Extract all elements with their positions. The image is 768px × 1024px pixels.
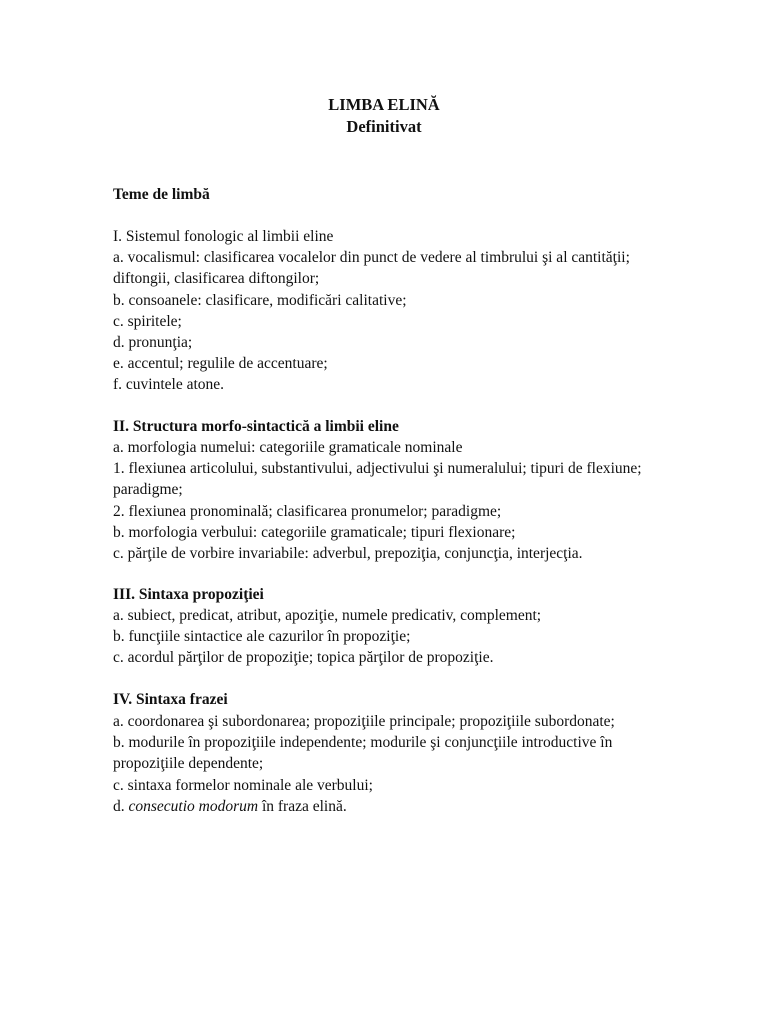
list-item: b. modurile în propoziţiile independente; modurile şi conjuncţiile introductive în propoziţiile dependente;: [113, 734, 613, 773]
list-item-prefix: d.: [113, 797, 125, 815]
section-4-heading: IV. Sintaxa frazei: [113, 691, 228, 708]
list-item: a. coordonarea şi subordonarea; propoziţiile principale; propoziţiile subordonate;: [113, 713, 615, 730]
list-item: 1. flexiunea articolului, substantivului, adjectivului şi numeralului; tipuri de flexiune; paradigme;: [113, 460, 642, 499]
section-4: [113, 711, 643, 817]
list-item: c. acordul părţilor de propoziţie; topica părţilor de propoziţie.: [113, 649, 494, 667]
list-item: a. morfologia numelui: categoriile gramaticale nominale: [113, 439, 463, 456]
list-item: c. spiritele;: [113, 312, 182, 330]
section-2: [113, 437, 643, 564]
list-item: c. sintaxa formelor nominale ale verbului;: [113, 776, 373, 794]
document-subtitle: Definitivat: [346, 117, 422, 136]
section-3: [113, 605, 643, 669]
list-item: a. vocalismul: clasificarea vocalelor din punct de vedere al timbrului şi al cantităţii; diftongii, clasificarea diftongilor;: [113, 249, 630, 288]
list-item-italic-term: consecutio modorum: [128, 797, 259, 815]
list-item: d. pronunţia;: [113, 334, 193, 352]
list-item: a. subiect, predicat, atribut, apoziţie, numele predicativ, complement;: [113, 607, 542, 624]
document-title: LIMBA ELINĂ: [328, 95, 440, 114]
topics-heading: Teme de limbă: [113, 186, 210, 203]
list-item: c. părţile de vorbire invariabile: adverbul, prepoziţia, conjuncţia, interjecţia.: [113, 545, 583, 563]
list-item: b. funcţiile sintactice ale cazurilor în propoziţie;: [113, 628, 411, 646]
list-item: b. consoanele: clasificare, modificări calitative;: [113, 291, 407, 309]
section-1: [113, 226, 643, 396]
list-item-suffix: în fraza elină.: [261, 797, 347, 815]
section-2-heading: II. Structura morfo-sintactică a limbii eline: [113, 418, 399, 435]
list-item: b. morfologia verbului: categoriile gramaticale; tipuri flexionare;: [113, 523, 516, 541]
section-1-heading: I. Sistemul fonologic al limbii eline: [113, 228, 334, 245]
list-item: 2. flexiunea pronominală; clasificarea pronumelor; paradigme;: [113, 502, 502, 520]
list-item: e. accentul; regulile de accentuare;: [113, 355, 328, 373]
list-item-last: [113, 796, 643, 817]
section-3-heading: III. Sintaxa propoziţiei: [113, 586, 264, 603]
list-item: f. cuvintele atone.: [113, 376, 225, 394]
